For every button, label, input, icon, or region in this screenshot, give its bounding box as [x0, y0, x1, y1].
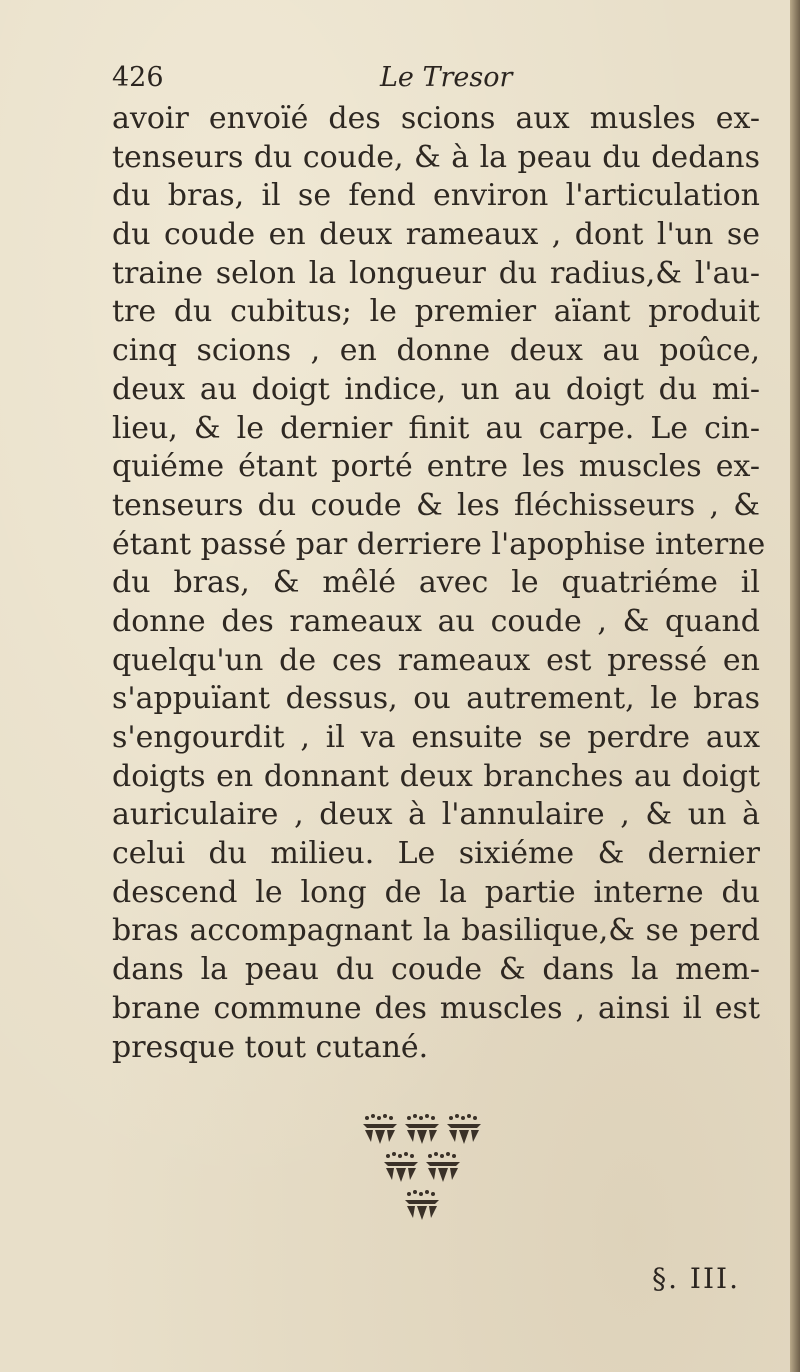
text-line: quiéme étant porté entre les muscles ex- — [112, 449, 760, 485]
page-header — [112, 62, 752, 102]
text-line: traine selon la longueur du radius,& l'au- — [112, 255, 760, 291]
text-line: du bras, & mêlé avec le quatriéme il — [112, 565, 760, 601]
text-line: doigts en donnant deux branches au doigt — [112, 758, 760, 794]
text-line: deux au doigt indice, un au doigt du mi- — [112, 371, 760, 407]
text-line: étant passé par derriere l'apophise interne — [112, 526, 766, 562]
page-edge — [790, 0, 800, 1372]
text-line: donne des rameaux au coude , & quand — [112, 603, 760, 639]
text-line: tenseurs du coude & les fléchisseurs , & — [112, 487, 760, 523]
text-line: cinq scions , en donne deux au poûce, — [112, 333, 760, 369]
text-line: s'engourdit , il va ensuite se perdre aux — [112, 720, 760, 755]
text-line: presque tout cutané. — [112, 1029, 429, 1065]
text-line: bras accompagnant la basilique,& se perd — [112, 913, 760, 949]
catchword: §. III. — [652, 1262, 740, 1295]
text-line: du bras, il se fend environ l'articulation — [112, 178, 760, 214]
page-number: 426 — [112, 62, 164, 93]
fleuron-ornament — [355, 1110, 490, 1230]
text-line: auriculaire , deux à l'annulaire , & un à — [112, 797, 760, 833]
text-line: tenseurs du coude, & à la peau du dedans — [112, 139, 760, 175]
text-line: tre du cubitus; le premier aïant produit — [112, 294, 760, 330]
running-title: Le Tresor — [380, 62, 513, 93]
text-line: brane commune des muscles , ainsi il est — [112, 990, 760, 1026]
text-line: celui du milieu. Le sixiéme & dernier — [112, 836, 760, 872]
body-text — [112, 100, 766, 1067]
text-line: quelqu'un de ces rameaux est pressé en — [112, 642, 760, 678]
text-line: dans la peau du coude & dans la mem- — [112, 952, 760, 988]
text-line: du coude en deux rameaux , dont l'un se — [112, 217, 760, 253]
text-line: descend le long de la partie interne du — [112, 874, 760, 910]
text-line: s'appuïant dessus, ou autrement, le bras — [112, 681, 760, 717]
text-line: lieu, & le dernier finit au carpe. Le cin- — [112, 410, 760, 446]
text-line: avoir envoïé des scions aux musles ex- — [112, 101, 760, 136]
